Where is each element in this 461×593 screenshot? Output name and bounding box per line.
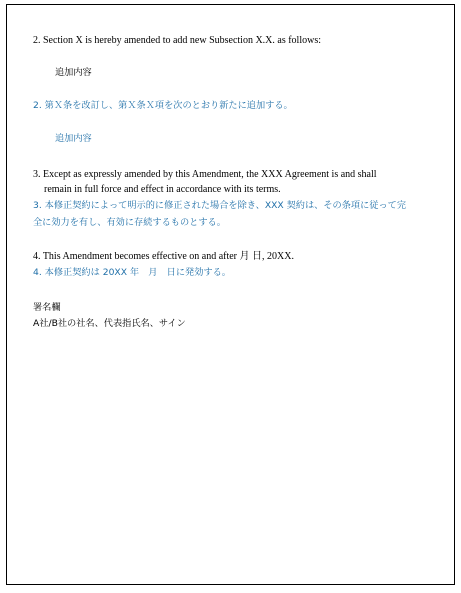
section-3-japanese-line-1: 3. 本修正契約によって明示的に修正された場合を除き、XXX 契約は、その条項に従って完 xyxy=(33,200,407,211)
signature-line: A社/B社の社名、代表指氏名、サイン xyxy=(33,318,186,329)
section-2-japanese: 2. 第Ｘ条を改訂し、第Ｘ条Ｘ項を次のとおり新たに追加する。 xyxy=(33,100,293,111)
section-4-japanese: 4. 本修正契約は 20XX 年 月 日に発効する。 xyxy=(33,267,231,278)
section-4-english: 4. This Amendment becomes effective on and after 月 日, 20XX. xyxy=(33,251,294,262)
section-3-english-line-2: remain in full force and effect in accordance with its terms. xyxy=(44,184,281,195)
signature-heading: 署名欄 xyxy=(33,302,61,313)
section-3-japanese-line-2: 全に効力を有し、有効に存続するものとする。 xyxy=(33,217,226,228)
section-2-insert-content-translation: 追加内容 xyxy=(55,133,92,144)
section-2-english: 2. Section X is hereby amended to add new Subsection X.X. as follows: xyxy=(33,35,322,46)
document-page xyxy=(6,4,455,585)
section-2-insert-content: 追加内容 xyxy=(55,67,92,78)
section-3-english-line-1: 3. Except as expressly amended by this Amendment, the XXX Agreement is and shall xyxy=(33,169,377,180)
